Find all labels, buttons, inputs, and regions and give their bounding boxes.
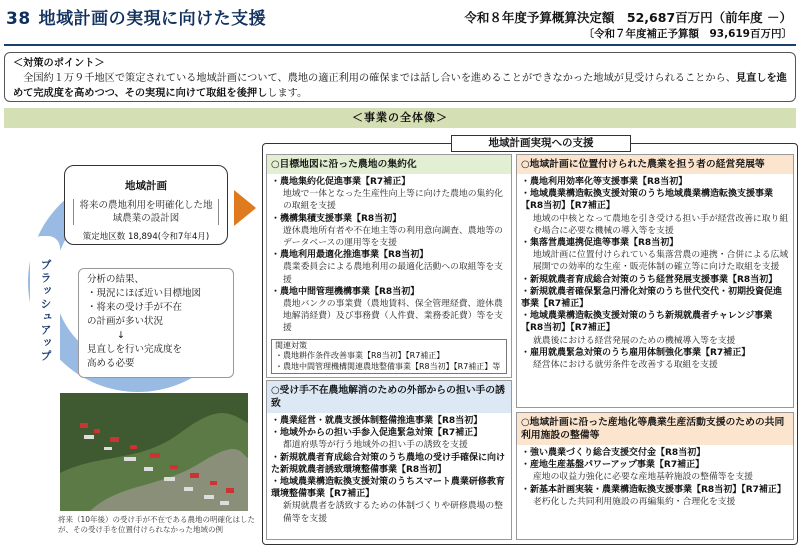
regional-plan-box (64, 165, 228, 245)
item-title: ・新規就農者育成総合対策のうち農地の受け手確保に向けた新規就農者誘致環境整備事業【R8当初】 (271, 452, 506, 475)
item-title: ・新基本計画実装・農業構造転換支援事業【R8当初】【R7補正】 (521, 484, 786, 495)
item-list (517, 445, 793, 510)
column-heading: ○受け手不在農地解消のための外部からの担い手の誘致 (267, 381, 511, 413)
item-desc: 就農後における経営発展のための機械導入等を支援 (533, 335, 736, 346)
item-title: ・農業経営・就農支援体制整備推進事業【R8当初】 (271, 416, 483, 426)
item-title: ・機構集積支援事業【R8当初】 (271, 213, 402, 224)
item-desc: 遊休農地所有者や不在地主等の利用意向調査、農地等のデータベースの運用等を支援 (283, 225, 503, 249)
analysis-line: ・将来の受け手が不在 (87, 302, 183, 313)
page-title-text: 地域計画の実現に向けた支援 (38, 9, 267, 29)
column-heading: ○地域計画に位置付けられた農業を担う者の経営発展等 (517, 155, 793, 174)
supplementary-budget: 〔令和７年度補正予算額 93,619百万円〕 (583, 28, 792, 40)
photo-caption: 将来（10年後）の受け手が不在である農地の明確化はしたが、その受け手を位置付けられなかった地域の例 (58, 515, 256, 534)
points-plain: 全国約１万９千地区で策定されている地域計画について、農地の適正利用の確保までは話し合いを進めることができなかった地域が見受けられることから、 (23, 73, 736, 84)
brushup-label: ブラッシュアップ (30, 236, 60, 386)
item-title: ・農地中間管理機構事業【R8当初】 (271, 286, 420, 297)
support-column-management (516, 154, 794, 408)
analysis-line: の計画が多い状況 (87, 316, 164, 327)
support-column-external (266, 380, 512, 540)
item-title: ・産地生産基盤パワーアップ事業【R7補正】 (521, 460, 705, 471)
item-title: ・集落営農連携促進等事業【R8当初】 (521, 238, 679, 249)
item-list (517, 174, 793, 373)
related-item: ・農地中間管理機構関連農地整備事業【R8当初】【R7補正】等 (275, 361, 501, 371)
item-desc: 地域で一体となった生産性向上等に向けた農地の集約化の取組を支援 (283, 189, 503, 212)
page-title (6, 4, 266, 29)
right-arrow-icon (234, 190, 256, 226)
points-end: します。 (267, 88, 308, 99)
plan-description: 将来の農地利用を明確化した地域農業の設計図 (73, 199, 219, 225)
item-title: ・農地集約化促進事業【R7補正】 (271, 177, 411, 187)
support-title: 地域計画実現への支援 (451, 135, 631, 152)
policy-points-title: ＜対策のポイント＞ (13, 58, 105, 69)
analysis-line: 分析の結果、 (87, 274, 145, 285)
item-list (267, 413, 511, 527)
budget-amount: 令和８年度予算概算決定額 52,687百万円（前年度 －） (464, 10, 792, 25)
item-desc: 都道府県等が行う地域外の担い手の誘致を支援 (283, 440, 468, 451)
related-item: ・農地耕作条件改善事業【R8当初】【R7補正】 (275, 351, 445, 361)
item-desc: 地域の中核となって農地を引き受ける担い手が経営改善に取り組む場合に必要な機械の導入等を支援 (533, 213, 789, 236)
plan-title: 地域計画 (125, 180, 167, 192)
points-bold: 見直しを進めて完成度を高めつつ、その実現に向けて取組を後押し (13, 73, 787, 99)
policy-points-box (4, 52, 796, 102)
analysis-line: ・現況にほぼ近い目標地図 (87, 288, 202, 299)
item-desc: 農業委員会による農地利用の最適化活動への取組等を支援 (283, 262, 503, 285)
item-desc: 新規就農者を誘致するための体制づくりや研修農場の整備等を支援 (283, 501, 503, 524)
analysis-line: 見直しを行い完成度を (87, 344, 183, 355)
item-title: ・農地利用最適化推進事業【R8当初】 (271, 250, 429, 261)
item-title: ・地域農業構造転換支援対策のうちスマート農業研修教育環境整備事業【R7補正】 (271, 477, 505, 500)
support-column-agglomeration (266, 154, 512, 378)
item-title: ・農地利用効率化等支援事業【R8当初】 (521, 177, 688, 187)
item-title: ・地域農業構造転換支援対策のうち新規就農者チャレンジ事業【R8当初】【R7補正】 (521, 311, 773, 334)
item-title: ・強い農業づくり総合支援交付金【R8当初】 (521, 448, 706, 458)
policy-points-body (13, 71, 787, 101)
item-title: ・雇用就農緊急対策のうち雇用体制強化事業【R7補正】 (521, 347, 751, 358)
analysis-line: 高める必要 (87, 358, 135, 369)
page-number: 38 (6, 9, 31, 29)
aerial-map-photo (60, 393, 248, 511)
support-column-facilities (516, 412, 794, 540)
item-desc: 経営体における就労条件を改善する取組を支援 (533, 360, 718, 371)
item-desc: 農地バンクの事業費（農地賃料、保全管理経費、遊休農地解消経費）及び事務費（人件費、業務委託費）等を支援 (283, 299, 503, 334)
item-desc: 産地の収益力強化に必要な産地基幹施設の整備等を支援 (533, 472, 753, 483)
column-heading: ○目標地図に沿った農地の集約化 (267, 155, 511, 174)
header-divider (4, 44, 796, 46)
aerial-map-image (60, 393, 248, 511)
analysis-box (78, 268, 234, 378)
column-heading: ○地域計画に沿った産地化等農業生産活動支援のための共同利用施設の整備等 (517, 413, 793, 445)
item-title: ・地域農業構造転換支援対策のうち地域農業構造転換支援事業【R8当初】【R7補正】 (521, 189, 774, 212)
item-desc: 老朽化した共同利用施設の再編集約・合理化を支援 (533, 496, 736, 507)
item-desc: 地域計画に位置付けられている集落営農の連携・合併による広域展開での効率的な生産・販売体制の確立等に向けた取組を支援 (533, 250, 789, 273)
plan-count: 策定地区数 18,894(令和7年4月) (82, 232, 210, 242)
item-title: ・新規就農者育成総合対策のうち経営発展支援事業【R8当初】 (521, 274, 778, 285)
item-title: ・新規就農者確保緊急円滑化対策のうち世代交代・初期投資促進事業【R7補正】 (521, 286, 783, 310)
related-title: 関連対策 (275, 340, 307, 350)
item-list (267, 174, 511, 337)
item-title: ・地域外からの担い手参入促進緊急対策【R7補正】 (271, 428, 483, 439)
related-measures (271, 339, 507, 375)
overall-heading: ＜事業の全体像＞ (4, 108, 796, 128)
down-arrow-icon: ↓ (117, 330, 125, 341)
